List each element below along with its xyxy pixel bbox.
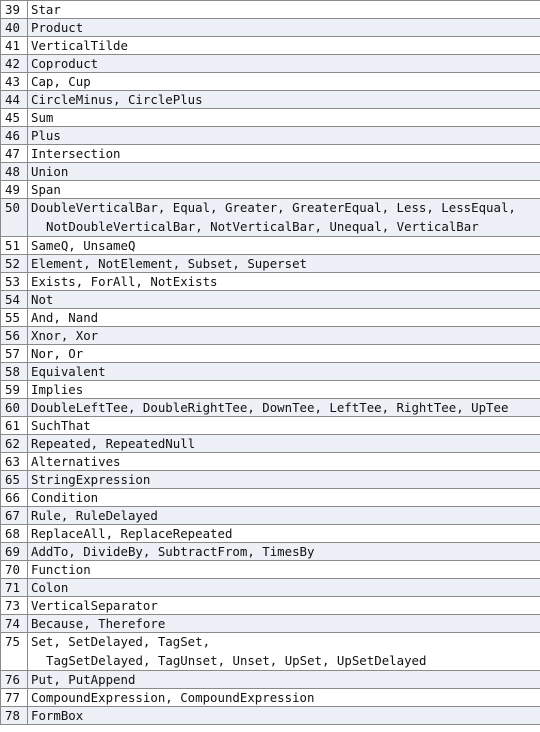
table-body: [1, 1, 540, 725]
operator-names: Function: [31, 562, 91, 577]
operator-names-cell: [28, 363, 540, 381]
table-row: [1, 543, 540, 561]
table-row: [1, 417, 540, 435]
operator-names-cell: [28, 689, 540, 707]
operator-names: StringExpression: [31, 472, 151, 487]
operator-names-cell: [28, 671, 540, 689]
operator-names: Element, NotElement, Subset, Superset: [31, 256, 308, 271]
operator-names-cell: [28, 273, 540, 291]
table-row: [1, 345, 540, 363]
table-row: [1, 453, 540, 471]
table-row: [1, 91, 540, 109]
row-number: 78: [1, 707, 28, 725]
table-row: [1, 255, 540, 273]
operator-names: Equivalent: [31, 364, 106, 379]
operator-names: Colon: [31, 580, 69, 595]
row-number: 51: [1, 237, 28, 255]
operator-names-cell: [28, 561, 540, 579]
operator-names: Put, PutAppend: [31, 672, 136, 687]
operator-names: Intersection: [31, 146, 121, 161]
operator-names: DoubleVerticalBar, Equal, Greater, GreaterEqual, Less, LessEqual,: [31, 200, 516, 215]
operator-names: Plus: [31, 128, 61, 143]
row-number: 69: [1, 543, 28, 561]
row-number: 40: [1, 19, 28, 37]
operator-names-cell: [28, 381, 540, 399]
table-row: [1, 561, 540, 579]
operator-names: Exists, ForAll, NotExists: [31, 274, 218, 289]
operator-names: FormBox: [31, 708, 84, 723]
table-row: [1, 291, 540, 309]
operator-names: Implies: [31, 382, 84, 397]
operator-names-cell: [28, 543, 540, 561]
table-row: [1, 579, 540, 597]
operator-names: Product: [31, 20, 84, 35]
row-number: 60: [1, 399, 28, 417]
row-number: 73: [1, 597, 28, 615]
operator-names-cell: [28, 471, 540, 489]
row-number: 70: [1, 561, 28, 579]
operator-names-cell: [28, 579, 540, 597]
operator-names: Repeated, RepeatedNull: [31, 436, 196, 451]
operator-names: ReplaceAll, ReplaceRepeated: [31, 526, 233, 541]
row-number: 65: [1, 471, 28, 489]
table-row: [1, 615, 540, 633]
operator-names-cell: [28, 181, 540, 199]
operator-names-cell: [28, 309, 540, 327]
row-number: 56: [1, 327, 28, 345]
operator-names-continued: NotDoubleVerticalBar, NotVerticalBar, Unequal, VerticalBar: [46, 218, 479, 234]
row-number: 67: [1, 507, 28, 525]
table-row: [1, 471, 540, 489]
row-number: 59: [1, 381, 28, 399]
operator-names: DoubleLeftTee, DoubleRightTee, DownTee, LeftTee, RightTee, UpTee: [31, 400, 509, 415]
operator-names-cell: [28, 37, 540, 55]
table-row: [1, 19, 540, 37]
row-number: 77: [1, 689, 28, 707]
table-row: [1, 597, 540, 615]
table-row: [1, 399, 540, 417]
operator-names-cell: [28, 91, 540, 109]
operator-names-cell: [28, 615, 540, 633]
row-number: 49: [1, 181, 28, 199]
operator-names-cell: [28, 327, 540, 345]
operator-names-cell: [28, 19, 540, 37]
operator-names: Union: [31, 164, 69, 179]
operator-names-cell: [28, 453, 540, 471]
operator-names-cell: [28, 345, 540, 363]
operator-names-cell: [28, 237, 540, 255]
operator-names-cell: [28, 507, 540, 525]
operator-names: Not: [31, 292, 54, 307]
table-row: [1, 145, 540, 163]
operator-names: AddTo, DivideBy, SubtractFrom, TimesBy: [31, 544, 315, 559]
row-number: 41: [1, 37, 28, 55]
operator-names-cell: [28, 417, 540, 435]
row-number: 46: [1, 127, 28, 145]
row-number: 63: [1, 453, 28, 471]
row-number: 75: [1, 633, 28, 671]
row-number: 68: [1, 525, 28, 543]
operator-names: Star: [31, 2, 61, 17]
operator-names-cell: [28, 597, 540, 615]
row-number: 52: [1, 255, 28, 273]
operator-names-cell: [28, 145, 540, 163]
operator-names-cell: [28, 633, 540, 671]
table-row: [1, 181, 540, 199]
operator-names-cell: [28, 109, 540, 127]
table-row: [1, 707, 540, 725]
table-row: [1, 109, 540, 127]
table-row: [1, 363, 540, 381]
row-number: 74: [1, 615, 28, 633]
table-row: [1, 1, 540, 19]
table-row: [1, 273, 540, 291]
operator-names: Xnor, Xor: [31, 328, 99, 343]
table-row: [1, 127, 540, 145]
row-number: 54: [1, 291, 28, 309]
table-row: [1, 381, 540, 399]
row-number: 42: [1, 55, 28, 73]
operator-names: Because, Therefore: [31, 616, 166, 631]
operator-names: Sum: [31, 110, 54, 125]
row-number: 58: [1, 363, 28, 381]
row-number: 43: [1, 73, 28, 91]
row-number: 45: [1, 109, 28, 127]
table-row: [1, 507, 540, 525]
operator-names: Coproduct: [31, 56, 99, 71]
operator-names: Alternatives: [31, 454, 121, 469]
table-row: [1, 435, 540, 453]
operator-names: Span: [31, 182, 61, 197]
table-row: [1, 633, 540, 671]
table-row: [1, 37, 540, 55]
row-number: 53: [1, 273, 28, 291]
row-number: 44: [1, 91, 28, 109]
operator-names: Condition: [31, 490, 99, 505]
table-row: [1, 237, 540, 255]
row-number: 66: [1, 489, 28, 507]
operator-names-cell: [28, 255, 540, 273]
operator-names: Nor, Or: [31, 346, 84, 361]
operator-names-cell: [28, 399, 540, 417]
operator-names-cell: [28, 525, 540, 543]
table-row: [1, 489, 540, 507]
row-number: 76: [1, 671, 28, 689]
row-number: 57: [1, 345, 28, 363]
table-row: [1, 671, 540, 689]
operator-names: VerticalTilde: [31, 38, 128, 53]
operator-names: And, Nand: [31, 310, 99, 325]
row-number: 48: [1, 163, 28, 181]
operator-names-cell: [28, 291, 540, 309]
operator-names: CircleMinus, CirclePlus: [31, 92, 203, 107]
operator-names: Set, SetDelayed, TagSet,: [31, 634, 211, 649]
operator-names-cell: [28, 199, 540, 237]
operator-names: SuchThat: [31, 418, 91, 433]
row-number: 47: [1, 145, 28, 163]
table-row: [1, 163, 540, 181]
table-row: [1, 525, 540, 543]
row-number: 61: [1, 417, 28, 435]
row-number: 62: [1, 435, 28, 453]
operator-names: Cap, Cup: [31, 74, 91, 89]
table-row: [1, 73, 540, 91]
row-number: 39: [1, 1, 28, 19]
operator-names-cell: [28, 489, 540, 507]
table-row: [1, 309, 540, 327]
table-row: [1, 55, 540, 73]
operator-names-cell: [28, 435, 540, 453]
operator-names: CompoundExpression, CompoundExpression: [31, 690, 315, 705]
operator-names-cell: [28, 73, 540, 91]
operator-names: SameQ, UnsameQ: [31, 238, 136, 253]
operator-names-cell: [28, 163, 540, 181]
operator-names: VerticalSeparator: [31, 598, 158, 613]
row-number: 71: [1, 579, 28, 597]
operator-names-continued: TagSetDelayed, TagUnset, Unset, UpSet, UpSetDelayed: [46, 652, 427, 668]
table-row: [1, 327, 540, 345]
operator-names-cell: [28, 1, 540, 19]
table-row: [1, 199, 540, 237]
operator-names: Rule, RuleDelayed: [31, 508, 158, 523]
row-number: 55: [1, 309, 28, 327]
operator-names-cell: [28, 127, 540, 145]
operator-names-cell: [28, 707, 540, 725]
row-number: 50: [1, 199, 28, 237]
operator-names-cell: [28, 55, 540, 73]
table-row: [1, 689, 540, 707]
